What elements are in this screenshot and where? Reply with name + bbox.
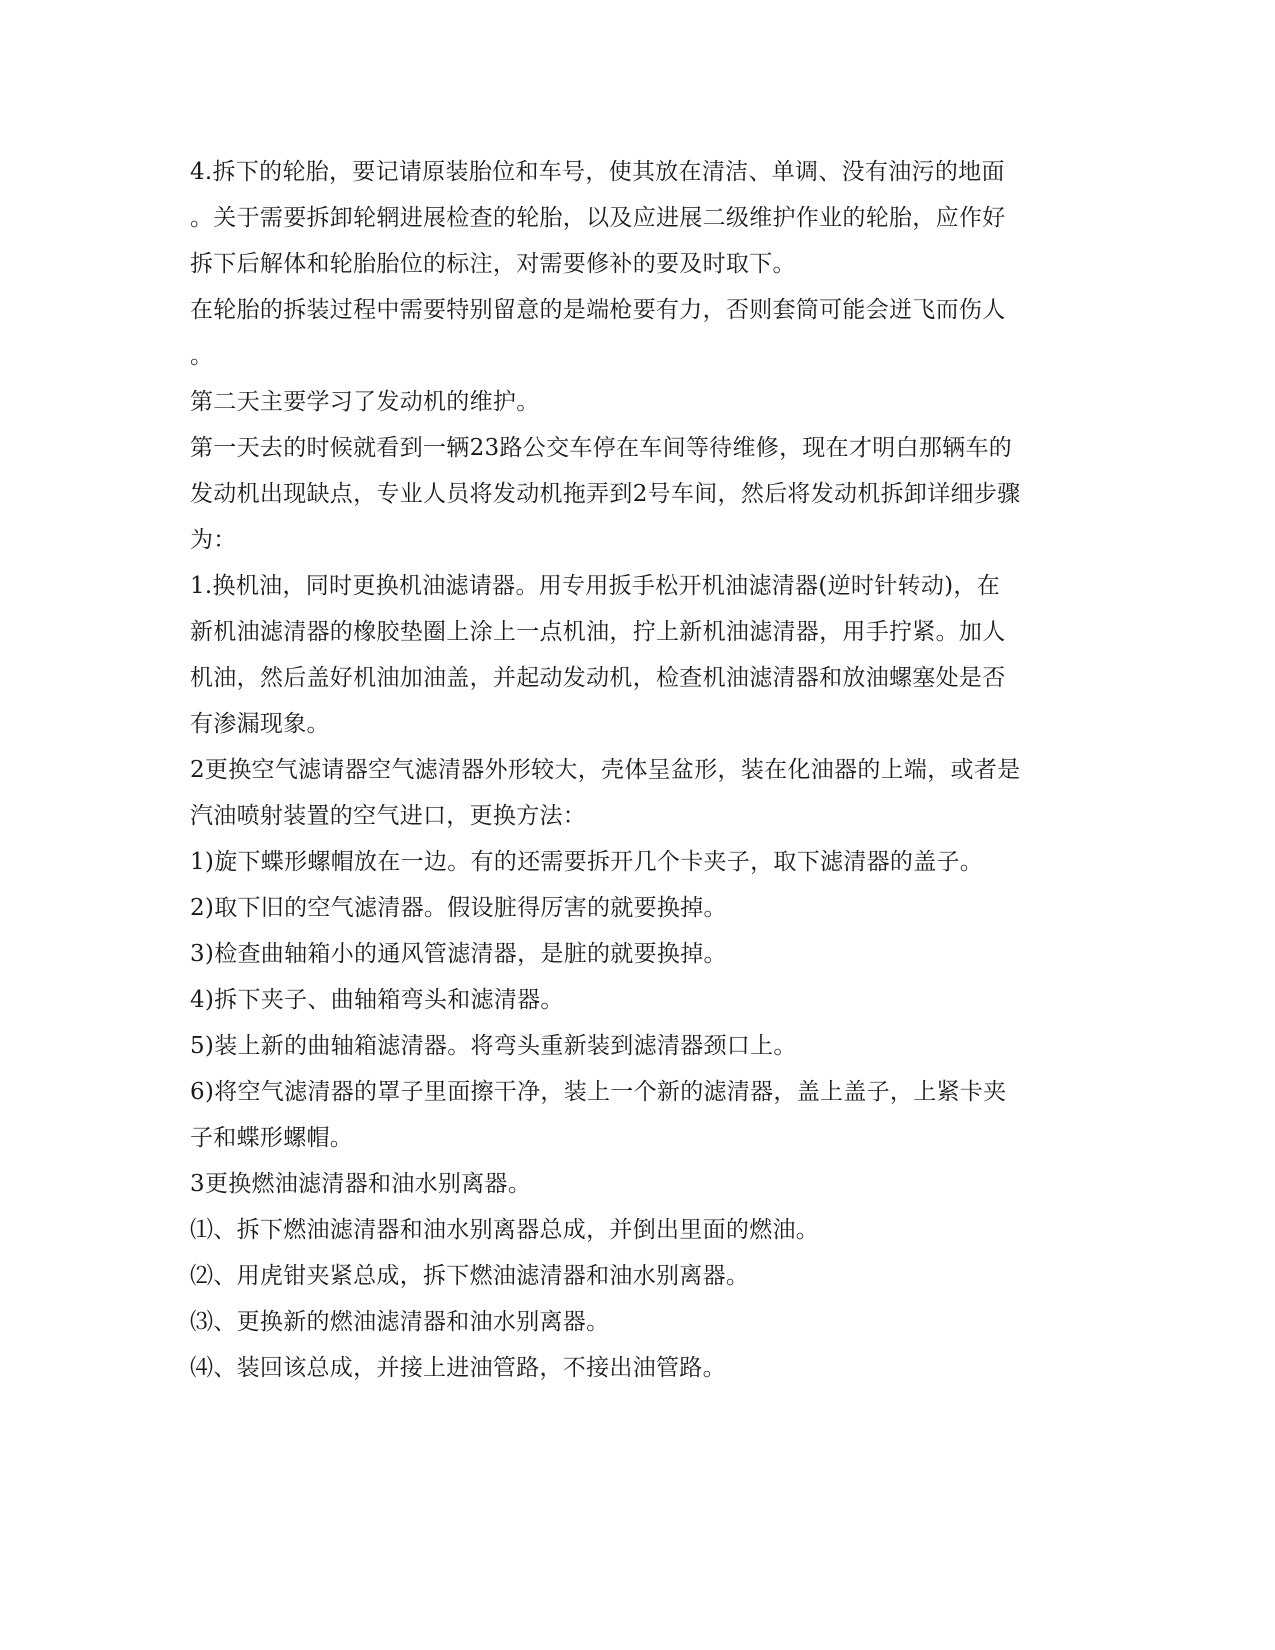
text-line: 。 (190, 343, 214, 369)
text-line: ⑷、装回该总成，并接上进油管路，不接出油管路。 (190, 1355, 726, 1381)
text-line: 有渗漏现象。 (190, 711, 330, 737)
text-line: 发动机出现缺点，专业人员将发动机拖弄到2号车间，然后将发动机拆卸详细步骤 (190, 481, 1021, 507)
text-line: 新机油滤清器的橡胶垫圈上涂上一点机油，拧上新机油滤清器，用手拧紧。加人 (190, 619, 1006, 645)
text-line: 2更换空气滤请器空气滤清器外形较大，壳体呈盆形，装在化油器的上端，或者是 (190, 757, 1021, 783)
text-line: 1.换机油，同时更换机油滤请器。用专用扳手松开机油滤清器(逆时针转动)，在 (190, 573, 1000, 599)
text-line: 汽油喷射装置的空气进口，更换方法： (190, 803, 587, 829)
text-line: 拆下后解体和轮胎胎位的标注，对需要修补的要及时取下。 (190, 251, 796, 277)
text-line: 子和蝶形螺帽。 (190, 1125, 354, 1151)
text-line: 2)取下旧的空气滤清器。假设脏得厉害的就要换掉。 (190, 895, 727, 921)
text-line: 3更换燃油滤清器和油水别离器。 (190, 1171, 532, 1197)
text-line: 4)拆下夹子、曲轴箱弯头和滤清器。 (190, 987, 564, 1013)
text-line: 第二天主要学习了发动机的维护。 (190, 389, 540, 415)
text-line: 。关于需要拆卸轮辋进展检查的轮胎，以及应进展二级维护作业的轮胎，应作好 (190, 205, 1006, 231)
text-line: 机油，然后盖好机油加油盖，并起动发动机，检查机油滤清器和放油螺塞处是否 (190, 665, 1006, 691)
text-line: ⑶、更换新的燃油滤清器和油水别离器。 (190, 1309, 610, 1335)
text-line: 在轮胎的拆装过程中需要特别留意的是端枪要有力，否则套筒可能会迸飞而伤人 (190, 297, 1006, 323)
text-line: 第一天去的时候就看到一辆23路公交车停在车间等待维修，现在才明白那辆车的 (190, 435, 1013, 461)
text-line: 为： (190, 527, 237, 553)
text-line: 5)装上新的曲轴箱滤清器。将弯头重新装到滤清器颈口上。 (190, 1033, 797, 1059)
text-line: ⑴、拆下燃油滤清器和油水别离器总成，并倒出里面的燃油。 (190, 1217, 820, 1243)
text-line: 3)检查曲轴箱小的通风管滤清器，是脏的就要换掉。 (190, 941, 727, 967)
text-line: 6)将空气滤清器的罩子里面擦干净，装上一个新的滤清器，盖上盖子，上紧卡夹 (190, 1079, 1007, 1105)
text-line: 1)旋下蝶形螺帽放在一边。有的还需要拆开几个卡夹子，取下滤清器的盖子。 (190, 849, 984, 875)
text-line: ⑵、用虎钳夹紧总成，拆下燃油滤清器和油水别离器。 (190, 1263, 750, 1289)
text-line: 4.拆下的轮胎，要记请原装胎位和车号，使其放在清洁、单调、没有油污的地面 (190, 159, 1005, 185)
